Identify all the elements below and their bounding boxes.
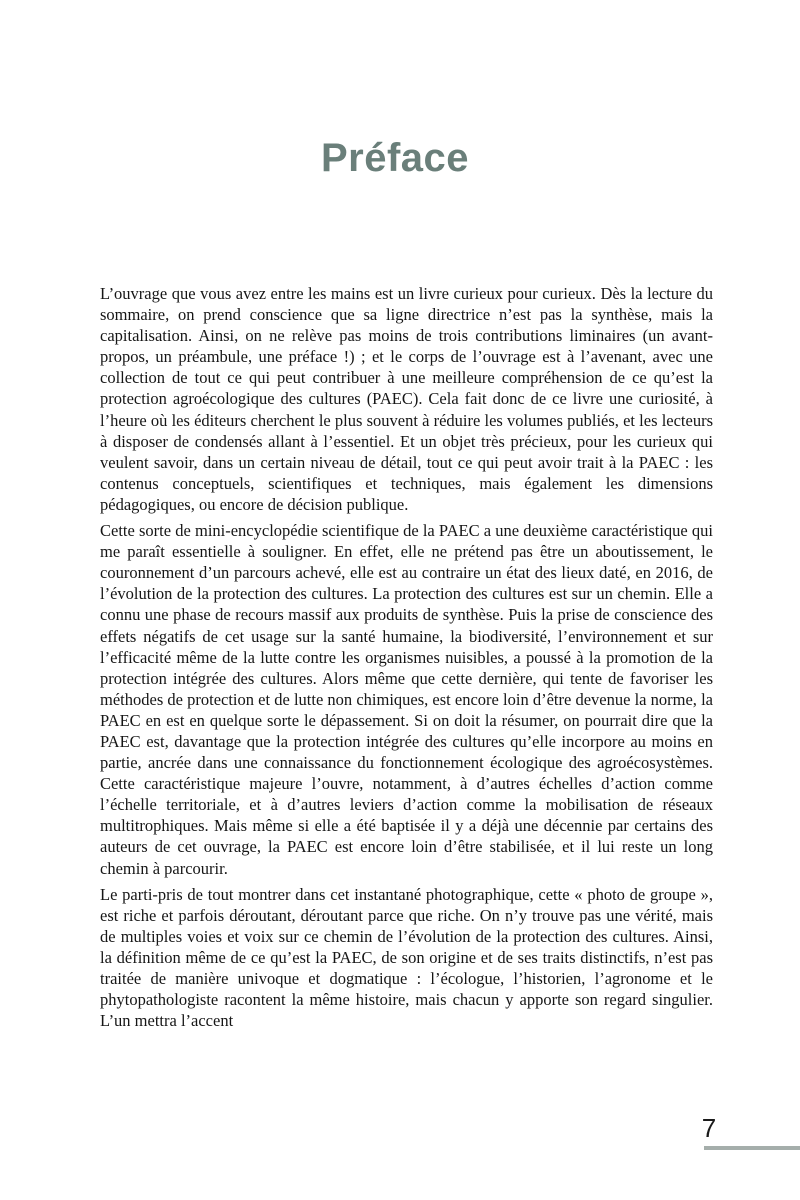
page-number: 7	[701, 1113, 717, 1143]
page-title: Préface	[320, 136, 470, 180]
footer-rule	[704, 1146, 800, 1150]
paragraph-1: L’ouvrage que vous avez entre les mains est un livre curieux pour curieux. Dès la lecture du sommaire, on prend conscience que sa ligne directrice n’est pas la synthèse, mais la capitalisation. Ainsi, on ne relève pas moins de trois contributions liminaires (un avant-propos, un préambule, une préface !) ; et le corps de l’ouvrage est à l’avenant, avec une collection de tout ce qui peut contribuer à une meilleure compréhension de ce qu’est la protection agroécologique des cultures (PAEC). Cela fait donc de ce livre une curiosité, à l’heure où les éditeurs cherchent le plus souvent à réduire les volumes publiés, et les lecteurs à disposer de condensés allant à l’essentiel. Et un objet très précieux, pour les curieux qui veulent savoir, dans un certain niveau de détail, tout ce qui peut avoir trait à la PAEC : les contenus conceptuels, scientifiques et techniques, mais également les dimensions pédagogiques, ou encore de décision publique.	[100, 284, 713, 514]
paragraph-2: Cette sorte de mini-encyclopédie scientifique de la PAEC a une deuxième caractéristique qui me paraît essentielle à souligner. En effet, elle ne prétend pas être un aboutissement, le couronnement d’un parcours achevé, elle est au contraire un état des lieux daté, en 2016, de l’évolution de la protection des cultures. La protection des cultures est sur un chemin. Elle a connu une phase de recours massif aux produits de synthèse. Puis la prise de conscience des effets négatifs de cet usage sur la santé humaine, la biodiversité, l’environnement et sur l’efficacité même de la lutte contre les organismes nuisibles, a poussé à la promotion de la protection intégrée des cultures. Alors même que cette dernière, qui tente de favoriser les méthodes de protection et de lutte non chimiques, est encore loin d’être devenue la norme, la PAEC en est en quelque sorte le dépassement. Si on doit la résumer, on pourrait dire que la PAEC est, davantage que la protection intégrée des cultures qu’elle incorpore au moins en partie, ancrée dans une connaissance du fonctionnement écologique des agroécosystèmes. Cette caractéristique majeure l’ouvre, notamment, à d’autres échelles d’action comme l’échelle territoriale, et à d’autres leviers d’action comme la mobilisation de réseaux multitrophiques. Mais même si elle a été baptisée il y a déjà une décennie par certains des auteurs de cet ouvrage, la PAEC est encore loin d’être stabilisée, et il lui reste un long chemin à parcourir.	[100, 521, 713, 878]
paragraph-3: Le parti-pris de tout montrer dans cet instantané photographique, cette « photo de groupe », est riche et parfois déroutant, déroutant parce que riche. On n’y trouve pas une vérité, mais de multiples voies et voix sur ce chemin de l’évolution de la protection des cultures. Ainsi, la définition même de ce qu’est la PAEC, de son origine et de ses traits distinctifs, n’est pas traitée de manière univoque et dogmatique : l’écologue, l’historien, l’agronome et le phytopathologiste racontent la même histoire, mais chacun y apporte son regard singulier. L’un mettra l’accent	[100, 884, 713, 1031]
preface-text	[100, 283, 713, 1036]
